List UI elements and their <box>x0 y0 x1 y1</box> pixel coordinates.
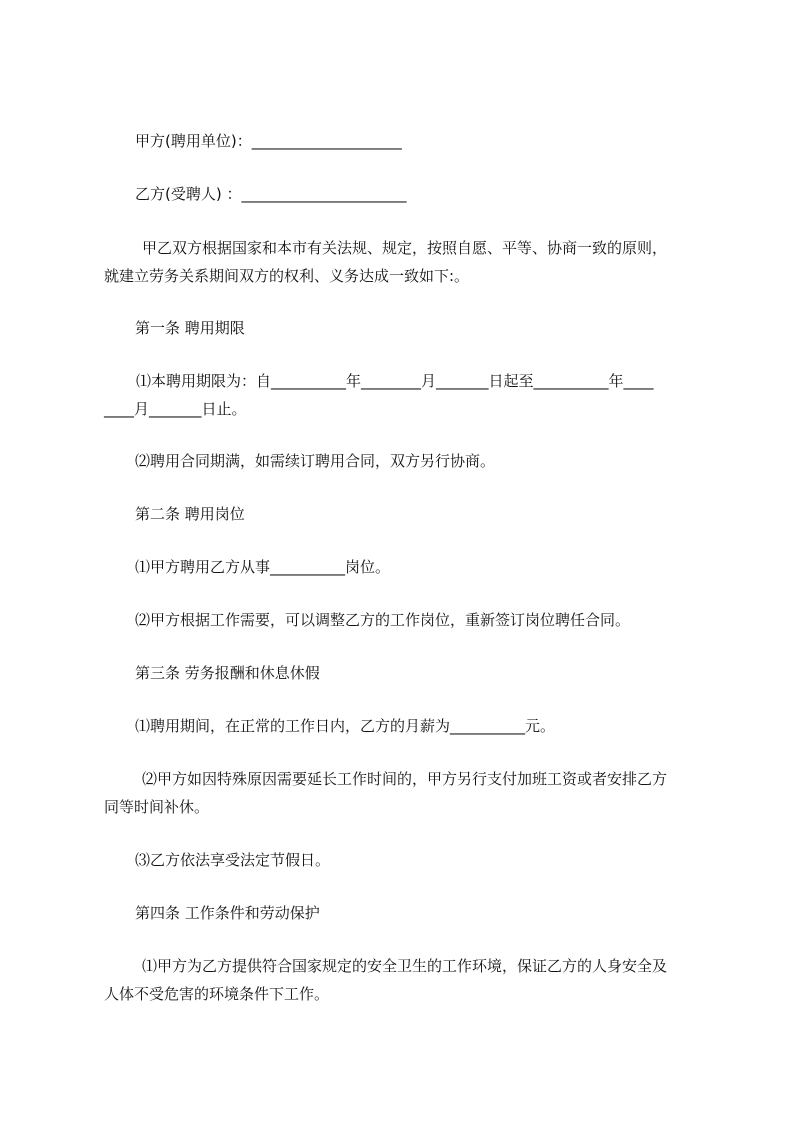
article-3-title: 第三条 劳务报酬和休息休假 <box>135 664 320 682</box>
intro-line-1: 甲乙双方根据国家和本市有关法规、规定，按照自愿、平等、协商一致的原则， <box>142 239 668 257</box>
party-a-line: 甲方(聘用单位)：____________________ <box>135 132 402 150</box>
party-b-line: 乙方(受聘人) ：______________________ <box>135 185 407 203</box>
article-3-item-3: ⑶乙方依法享受法定节假日。 <box>135 851 331 869</box>
article-4-title: 第四条 工作条件和劳动保护 <box>135 904 320 922</box>
article-3-item-2-line-1: ⑵甲方如因特殊原因需要延长工作时间的，甲方另行支付加班工资或者安排乙方 <box>142 770 668 788</box>
article-4-item-1-line-1: ⑴甲方为乙方提供符合国家规定的安全卫生的工作环境，保证乙方的人身安全及 <box>142 957 668 975</box>
article-2-item-1: ⑴甲方聘用乙方从事__________岗位。 <box>135 558 391 576</box>
article-1-item-1-line-1: ⑴本聘用期限为：自__________年________月_______日起至__________年____ <box>136 372 654 390</box>
article-1-item-2: ⑵聘用合同期满，如需续订聘用合同，双方另行协商。 <box>135 452 496 470</box>
article-3-item-2-line-2: 同等时间补休。 <box>104 798 210 816</box>
article-2-item-2: ⑵甲方根据工作需要，可以调整乙方的工作岗位，重新签订岗位聘任合同。 <box>135 611 631 629</box>
article-3-item-1: ⑴聘用期间，在正常的工作日内，乙方的月薪为__________元。 <box>135 717 556 735</box>
article-2-title: 第二条 聘用岗位 <box>135 505 245 523</box>
article-4-item-1-line-2: 人体不受危害的环境条件下工作。 <box>104 985 330 1003</box>
article-1-item-1-line-2: ____月_______日止。 <box>104 400 247 418</box>
intro-line-2: 就建立劳务关系期间双方的权利、义务达成一致如下:。 <box>104 267 470 285</box>
article-1-title: 第一条 聘用期限 <box>135 319 245 337</box>
